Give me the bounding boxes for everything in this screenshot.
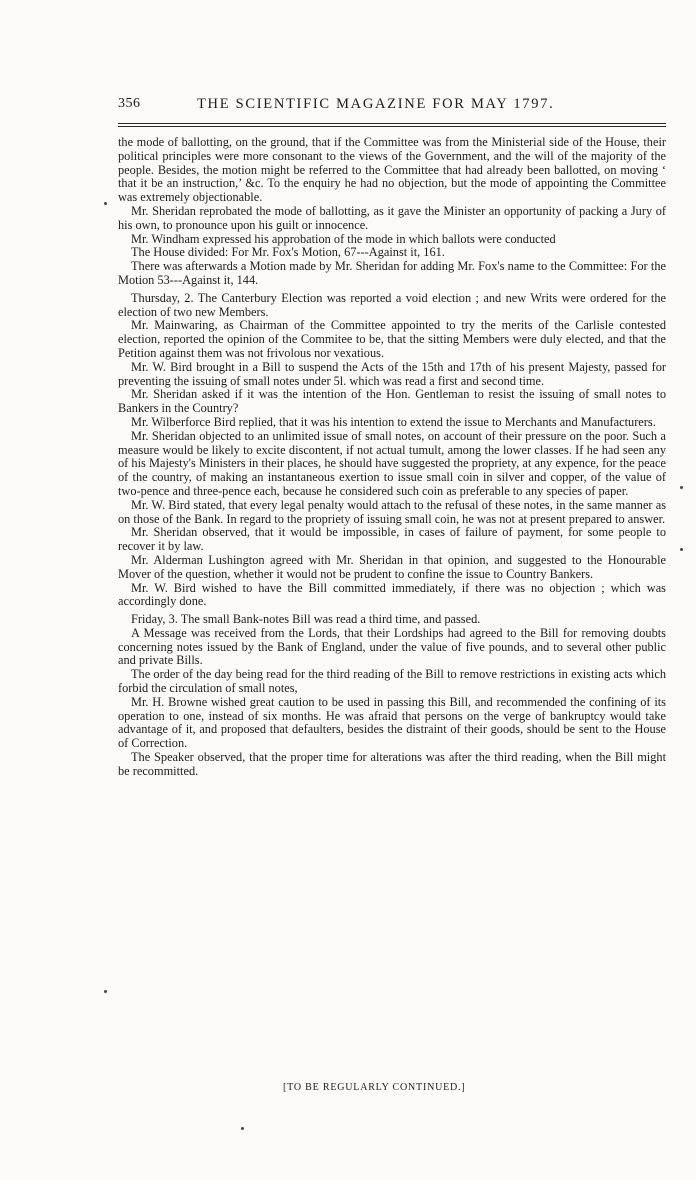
paragraph-friday: Friday, 3. The small Bank-notes Bill was read a third time, and passed. (131, 612, 481, 627)
paragraph-bird-bill: Mr. W. Bird brought in a Bill to suspend the Acts of the 15th and 17th of his present Majesty, passed for preventing the issuing of small notes under 5l. which was read a first and second time. (118, 359, 666, 388)
header-rule (118, 123, 666, 124)
paragraph-sheridan-question: Mr. Sheridan asked if it was the intention of the Hon. Gentleman to resist the issuing of small notes to Bankers in the Country? (118, 387, 666, 416)
paragraph-lushington: Mr. Alderman Lushington agreed with Mr. Sheridan in that opinion, and suggested to the Honourable Mover of the question, whether it would not be prudent to confine the issue to Country Bankers. (118, 552, 666, 581)
paragraph-bird-committed: Mr. W. Bird wished to have the Bill committed immediately, if there was no objection ; which was accordingly done. (118, 580, 666, 609)
paragraph-house-divided: The House divided: For Mr. Fox's Motion, 67---Against it, 161. (131, 245, 445, 260)
paragraph-mainwaring: Mr. Mainwaring, as Chairman of the Committee appointed to try the merits of the Carlisle contested election, reported the opinion of the Commitee to be, that the sitting Members were duly elected, and that the Petition against them was not frivolous nor vexatious. (118, 318, 666, 360)
page-header (118, 96, 666, 120)
margin-speck (104, 990, 107, 993)
header-rule-lower (118, 126, 666, 127)
paragraph-lords-message: A Message was received from the Lords, that their Lordships had agreed to the Bill for removing doubts concerning notes issued by the Bank of England, under the value of five pounds, and to several other public and private Bills. (118, 625, 666, 668)
paragraph-thursday: Thursday, 2. The Canterbury Election was reported a void election ; and new Writs were ordered for the election of two new Members. (118, 290, 666, 319)
margin-speck (104, 202, 107, 205)
continued-note: [TO BE REGULARLY CONTINUED.] (283, 1082, 466, 1093)
paragraph-speaker: The Speaker observed, that the proper time for alterations was after the third reading, when the Bill might be recommitted. (118, 750, 666, 778)
paragraph-sheridan-objection: Mr. Sheridan objected to an unlimited issue of small notes, on account of their pressure on the poor. Such a measure would be likely to excite discontent, if not actual tumult, among the lower classes. If he had seen any of his Majesty's Ministers in their places, he should have suggested the propriety, at any expence, for the peace of the country, of making an instantaneous exertion to issue small coin in silver and copper, of the value of two-pence and three-pence each, because he considered such coin as preferable to any species of paper. (118, 428, 666, 498)
paragraph-wilberforce-bird: Mr. Wilberforce Bird replied, that it was his intention to extend the issue to Merchants and Manufacturers. (131, 414, 656, 429)
paragraph-ballotting-continued: the mode of ballotting, on the ground, that if the Committee was from the Ministerial side of the House, their political principles were more consonant to the views of the Government, and the will of the majority of the people. Besides, the motion might be referred to the Committee that had already been ballotted, on moving ‘ that it be an instruction,’ &c. To the enquiry he had no objection, but the mode of appointing the Committee was extremely objectionable. (118, 135, 666, 205)
margin-speck (680, 548, 683, 551)
running-head: THE SCIENTIFIC MAGAZINE FOR MAY 1797. (197, 96, 555, 112)
paragraph-browne: Mr. H. Browne wished great caution to be used in passing this Bill, and recommended the confining of its operation to one, instead of six months. He was afraid that persons on the verge of bankruptcy would take advantage of it, and proposed that defaulters, besides the distraint of their goods, should be sent to the House of Correction. (118, 694, 666, 751)
paragraph-sheridan-failure: Mr. Sheridan observed, that it would be impossible, in cases of failure of payment, for some people to recover it by law. (118, 525, 666, 554)
paragraph-sheridan-packing: Mr. Sheridan reprobated the mode of ballotting, as it gave the Minister an opportunity of packing a Jury of his own, to pronounce upon his guilt or innocence. (118, 203, 666, 232)
margin-speck (680, 486, 683, 489)
paragraph-order-of-day: The order of the day being read for the third reading of the Bill to remove restrictions in existing acts which forbid the circulation of small notes, (118, 667, 666, 696)
article-body (118, 136, 666, 779)
paragraph-fox-name-motion: There was afterwards a Motion made by Mr. Sheridan for adding Mr. Fox's name to the Committee: For the Motion 53---Against it, 144. (118, 259, 666, 287)
page-number: 356 (118, 96, 141, 111)
margin-speck (241, 1127, 244, 1130)
paragraph-windham: Mr. Windham expressed his approbation of the mode in which ballots were conducted (131, 231, 556, 246)
paragraph-bird-penalty: Mr. W. Bird stated, that every legal penalty would attach to the refusal of these notes, in the same manner as on those of the Bank. In regard to the propriety of issuing small coin, he was not at present prepared to answer. (118, 497, 666, 526)
